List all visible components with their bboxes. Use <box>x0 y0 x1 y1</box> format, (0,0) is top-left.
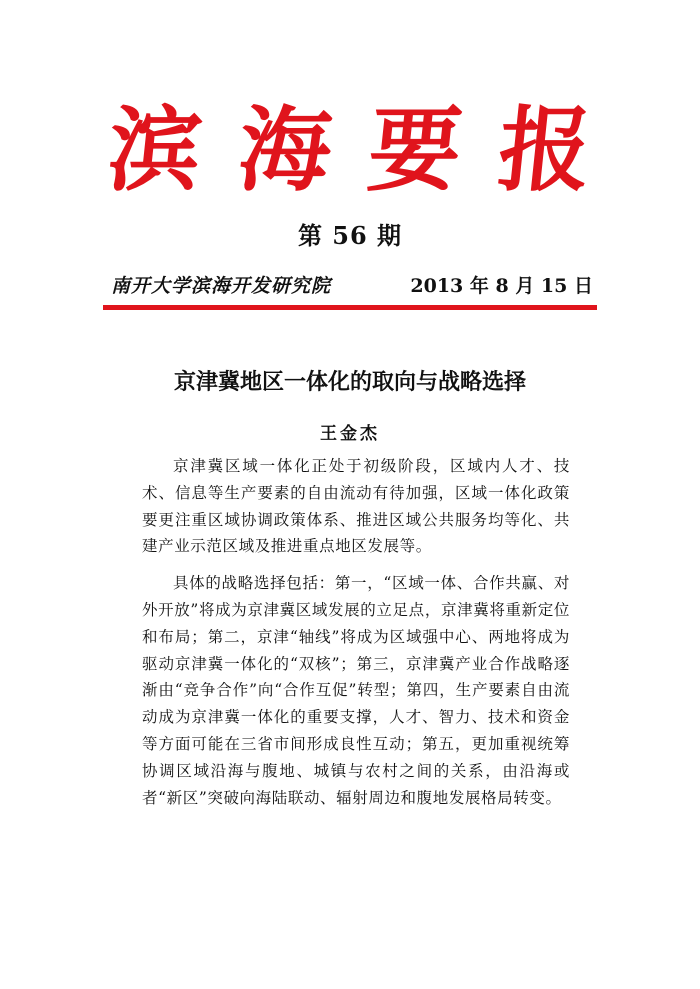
article-author: 王金杰 <box>320 424 380 444</box>
meta-row <box>103 272 595 300</box>
article-body <box>142 453 570 811</box>
issue-date: 2013 年 8 月 15 日 <box>410 275 593 297</box>
issue-number: 第 56 期 <box>297 221 403 250</box>
masthead-title: 滨海要报 <box>103 96 635 204</box>
header-rule <box>103 305 597 310</box>
article-title: 京津冀地区一体化的取向与战略选择 <box>173 370 526 395</box>
article-paragraph: 京津冀区域一体化正处于初级阶段，区域内人才、技术、信息等生产要素的自由流动有待加强，区域一体化政策要更注重区域协调政策体系、推进区域公共服务均等化、共建产业示范区域及推进重点地区发展等。 <box>142 457 570 556</box>
institution-name: 南开大学滨海开发研究院 <box>111 275 332 297</box>
article-paragraph: 具体的战略选择包括：第一，“区域一体、合作共赢、对外开放”将成为京津冀区域发展的立足点，京津冀将重新定位和布局；第二，京津“轴线”将成为区域强中心、两地将成为驱动京津冀一体化的“双核”；第三，京津冀产业合作战略逐渐由“竞争合作”向“合作互促”转型；第四，生产要素自由流动成为京津冀一体化的重要支撑，人才、智力、技术和资金等方面可能在三省市间形成良性互动；第五，更加重视统筹协调区域沿海与腹地、城镇与农村之间的关系，由沿海或者“新区”突破向海陆联动、辐射周边和腹地发展格局转变。 <box>142 574 570 807</box>
